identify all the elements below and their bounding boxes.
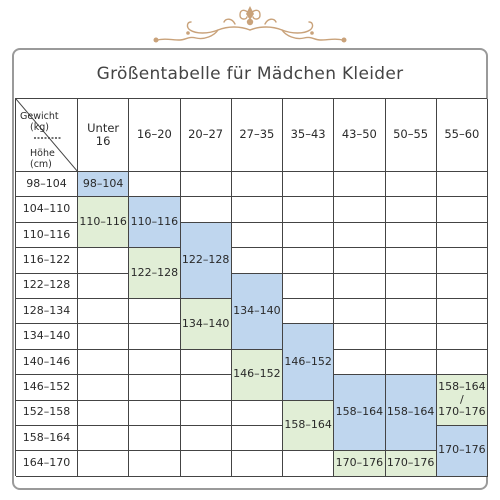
- empty-cell: [232, 223, 283, 248]
- row-header: 134–140: [16, 324, 78, 349]
- empty-cell: [129, 375, 180, 400]
- row-header: 146–152: [16, 375, 78, 400]
- column-header: 27–35: [232, 99, 283, 172]
- column-header: 50–55: [386, 99, 437, 172]
- empty-cell: [437, 274, 488, 299]
- row-header: 104–110: [16, 197, 78, 222]
- size-cell: 158–164: [334, 375, 385, 451]
- empty-cell: [334, 223, 385, 248]
- size-cell: 134–140: [181, 299, 232, 350]
- empty-cell: [78, 324, 129, 349]
- empty-cell: [437, 197, 488, 222]
- size-cell: 110–116: [78, 197, 129, 248]
- empty-cell: [78, 350, 129, 375]
- empty-cell: [78, 451, 129, 476]
- size-cell: 158–164: [386, 375, 437, 451]
- empty-cell: [129, 172, 180, 197]
- size-cell: 158–164: [283, 401, 334, 452]
- empty-cell: [283, 223, 334, 248]
- empty-cell: [386, 350, 437, 375]
- empty-cell: [78, 401, 129, 426]
- size-cell: 122–128: [181, 223, 232, 299]
- weight-label: Gewicht (kg): [20, 111, 59, 133]
- empty-cell: [386, 197, 437, 222]
- empty-cell: [283, 172, 334, 197]
- row-header: 128–134: [16, 299, 78, 324]
- size-cell: 146–152: [283, 324, 334, 400]
- empty-cell: [334, 248, 385, 273]
- empty-cell: [78, 299, 129, 324]
- empty-cell: [386, 299, 437, 324]
- column-header: Unter 16: [78, 99, 129, 172]
- empty-cell: [181, 401, 232, 426]
- size-cell: 98–104: [78, 172, 129, 197]
- empty-cell: [437, 324, 488, 349]
- empty-cell: [181, 426, 232, 451]
- empty-cell: [232, 248, 283, 273]
- empty-cell: [129, 350, 180, 375]
- row-header: 122–128: [16, 274, 78, 299]
- empty-cell: [437, 248, 488, 273]
- decorative-ornament: [0, 0, 500, 55]
- size-cell: 146–152: [232, 350, 283, 401]
- height-label: Höhe (cm): [30, 148, 55, 170]
- empty-cell: [437, 350, 488, 375]
- empty-cell: [283, 248, 334, 273]
- empty-cell: [283, 451, 334, 476]
- column-header: 43–50: [334, 99, 385, 172]
- size-cell: [437, 375, 488, 426]
- empty-cell: [78, 248, 129, 273]
- size-cell-line: 158–164: [438, 380, 486, 394]
- empty-cell: [181, 350, 232, 375]
- page-title: Größentabelle für Mädchen Kleider: [96, 64, 404, 84]
- empty-cell: [283, 274, 334, 299]
- empty-cell: [437, 223, 488, 248]
- corner-header: [16, 99, 78, 172]
- column-header: 16–20: [129, 99, 180, 172]
- row-header: 116–122: [16, 248, 78, 273]
- empty-cell: [129, 451, 180, 476]
- empty-cell: [129, 401, 180, 426]
- empty-cell: [232, 401, 283, 426]
- empty-cell: [437, 299, 488, 324]
- row-header: 158–164: [16, 426, 78, 451]
- empty-cell: [386, 324, 437, 349]
- row-header: 140–146: [16, 350, 78, 375]
- empty-cell: [386, 274, 437, 299]
- empty-cell: [129, 299, 180, 324]
- empty-cell: [386, 223, 437, 248]
- empty-cell: [334, 197, 385, 222]
- size-chart-table: [15, 98, 487, 476]
- size-cell: 170–176: [334, 451, 385, 476]
- empty-cell: [232, 197, 283, 222]
- column-header: 20–27: [181, 99, 232, 172]
- size-cell-line: /: [460, 392, 464, 406]
- row-header: 152–158: [16, 401, 78, 426]
- empty-cell: [283, 299, 334, 324]
- empty-cell: [78, 375, 129, 400]
- size-cell: 170–176: [386, 451, 437, 476]
- row-header: 164–170: [16, 451, 78, 476]
- empty-cell: [232, 451, 283, 476]
- empty-cell: [129, 426, 180, 451]
- size-cell-line: 170–176: [438, 405, 486, 419]
- size-cell: 170–176: [437, 426, 488, 477]
- column-header: 55–60: [437, 99, 488, 172]
- empty-cell: [386, 248, 437, 273]
- empty-cell: [181, 451, 232, 476]
- empty-cell: [334, 350, 385, 375]
- empty-cell: [334, 274, 385, 299]
- empty-cell: [129, 324, 180, 349]
- size-cell: 134–140: [232, 274, 283, 350]
- size-cell: 122–128: [129, 248, 180, 299]
- empty-cell: [334, 299, 385, 324]
- row-header: 98–104: [16, 172, 78, 197]
- empty-cell: [78, 426, 129, 451]
- empty-cell: [232, 426, 283, 451]
- empty-cell: [181, 375, 232, 400]
- empty-cell: [283, 197, 334, 222]
- empty-cell: [334, 172, 385, 197]
- row-header: 110–116: [16, 223, 78, 248]
- empty-cell: [334, 324, 385, 349]
- empty-cell: [78, 274, 129, 299]
- empty-cell: [181, 197, 232, 222]
- empty-cell: [386, 172, 437, 197]
- empty-cell: [232, 172, 283, 197]
- column-header: 35–43: [283, 99, 334, 172]
- size-cell: 110–116: [129, 197, 180, 248]
- empty-cell: [181, 172, 232, 197]
- empty-cell: [437, 172, 488, 197]
